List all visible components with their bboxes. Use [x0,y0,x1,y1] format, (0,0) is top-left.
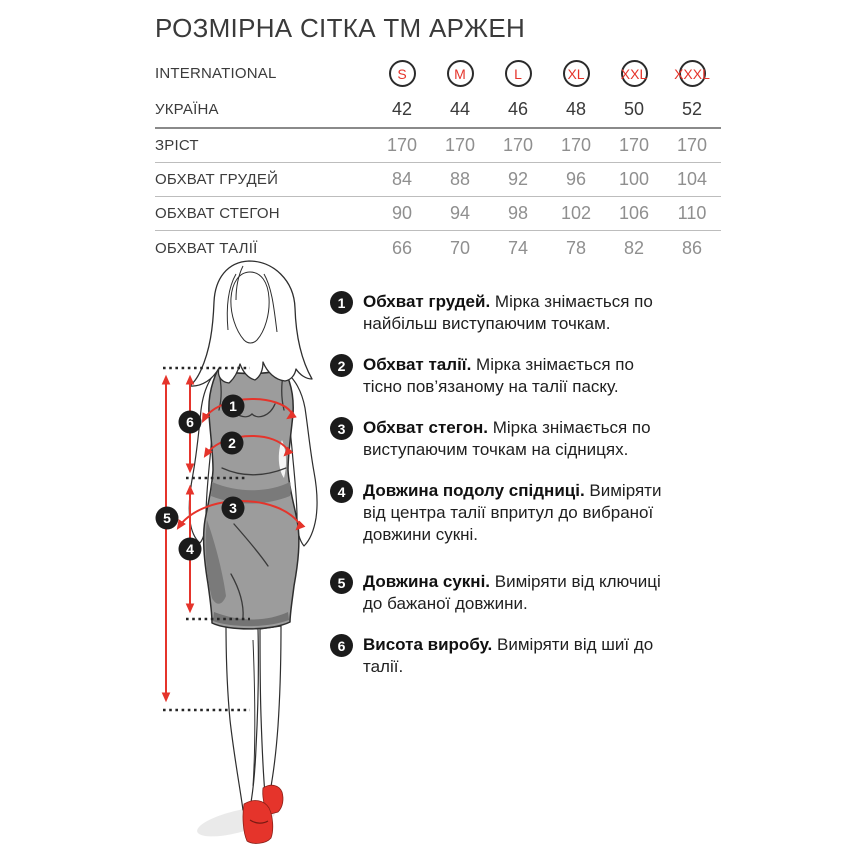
table-row-international [155,55,721,92]
ukraine-size: 46 [507,99,529,119]
size-badge-xxxl: XXXL [679,60,706,87]
size-badge-s: S [389,60,416,87]
ukraine-size: 44 [449,99,471,119]
legend-item-waist: 2 Обхват талії. Мірка знімається по тісно пов’язаному на талії паску. [330,354,723,398]
marker-5 [156,507,179,530]
ukraine-label: УКРАЇНА [155,101,219,118]
ukraine-size: 52 [681,99,703,119]
legend-item-dress-length: 5 Довжина сукні. Виміряти від ключиці до бажаної довжини. [330,571,723,615]
ukraine-size: 42 [391,99,413,119]
legend-num-5: 5 [330,571,353,594]
marker-3 [222,497,245,520]
legend-num-2: 2 [330,354,353,377]
svg-text:6: 6 [186,414,194,430]
svg-text:4: 4 [186,541,194,557]
woman-figure-illustration [140,258,354,850]
page-title: РОЗМІРНА СІТКА ТМ АРЖЕН [155,13,526,43]
legend-item-skirt-length: 4 Довжина подолу спідниці. Виміряти від центра талії впритул до вибраної довжини сукні. [330,480,723,546]
table-row-ukraine [155,92,721,127]
ukraine-size: 48 [565,99,587,119]
svg-text:5: 5 [163,510,171,526]
marker-4 [179,538,202,561]
table-row-bust: ОБХВАТ ГРУДЕЙ 84 88 92 96 100 104 [155,163,721,197]
marker-6 [179,411,202,434]
svg-text:3: 3 [229,500,237,516]
size-badge-l: L [505,60,532,87]
legend-item-bodice-height: 6 Висота виробу. Виміряти від шиї до талії. [330,634,723,678]
size-badge-xxl: XXL [621,60,648,87]
marker-2 [221,432,244,455]
legend-num-4: 4 [330,480,353,503]
table-row-hips: ОБХВАТ СТЕГОН 90 94 98 102 106 110 [155,197,721,231]
svg-text:2: 2 [228,435,236,451]
size-table [155,55,721,265]
legend-item-hips: 3 Обхват стегон. Мірка знімається по виступаючим точкам на сідницях. [330,417,723,461]
table-row-waist: ОБХВАТ ТАЛІЇ 66 70 74 78 82 86 [155,237,703,258]
international-label: INTERNATIONAL [155,65,277,82]
legend-num-1: 1 [330,291,353,314]
ukraine-size: 50 [623,99,645,119]
legend-num-6: 6 [330,634,353,657]
svg-text:1: 1 [229,398,237,414]
legs [226,624,281,810]
size-badge-m: M [447,60,474,87]
legend-item-bust: 1 Обхват грудей. Мірка знімається по найбільш виступаючим точкам. [330,291,723,335]
marker-1 [222,395,245,418]
table-row-height: ЗРІСТ 170 170 170 170 170 170 [155,129,721,163]
legend-num-3: 3 [330,417,353,440]
size-badge-xl: XL [563,60,590,87]
